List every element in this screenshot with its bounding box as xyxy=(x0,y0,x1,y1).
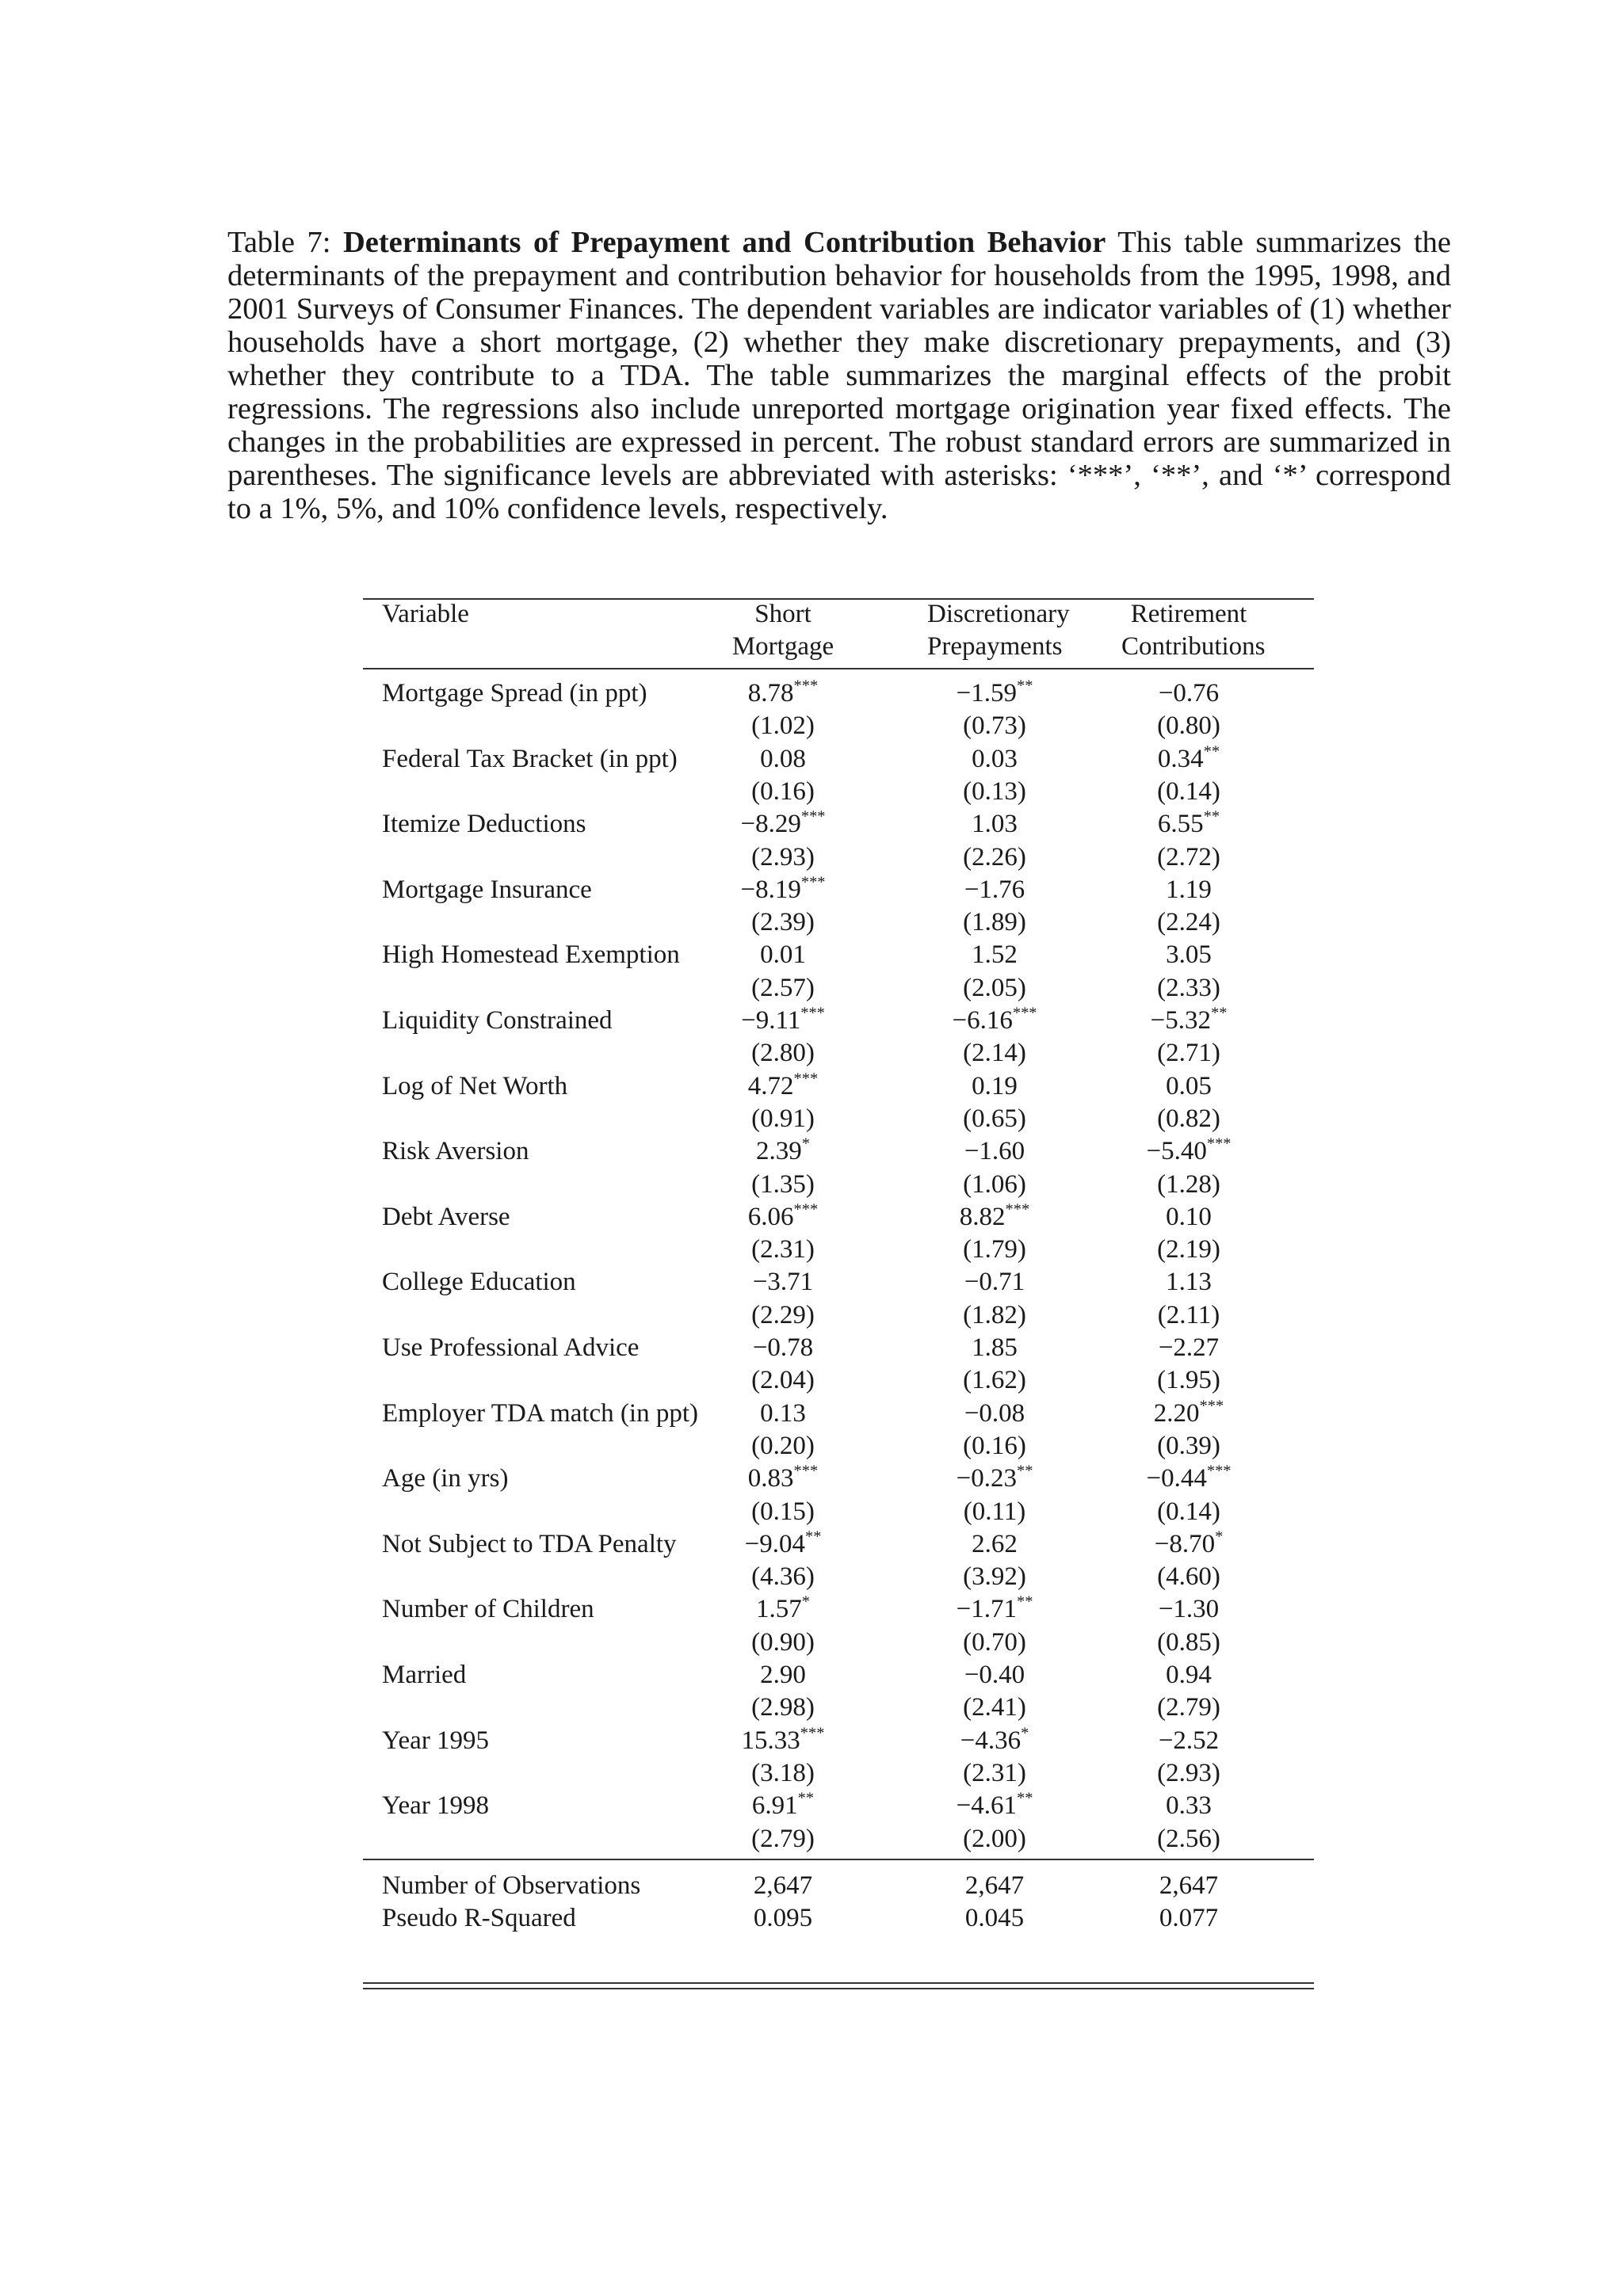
std-error-discretionary-prepayments: (2.31) xyxy=(963,1758,1026,1787)
coef-value: 1.13 xyxy=(1166,1268,1212,1297)
significance-stars: ** xyxy=(1203,807,1220,826)
coef-retirement-contributions xyxy=(1121,1528,1256,1561)
coef-value: 0.08 xyxy=(760,744,806,773)
significance-stars: *** xyxy=(1206,1135,1232,1153)
std-error-discretionary-prepayments: (1.79) xyxy=(963,1235,1026,1264)
bottom-rule-double xyxy=(363,1988,1314,1989)
std-error-discretionary-prepayments: (1.62) xyxy=(963,1366,1026,1395)
caption-text: This table summarizes the determinants of the prepayment and contribution behavior for households from the 1995, 1998, and 2001 Surveys of Consumer Finances. The dependent variables are indicator variables of (1) whether households have a short mortgage, (2) whether they make discretionary prepayments, and (3) whether they contribute to a TDA. The table summarizes the marginal effects of the probit regressions. The regressions also include unreported mortgage origination year fixed effects. The changes in the probabilities are expressed in percent. The robust standard errors are summarized in parentheses. The significance levels are abbreviated with asterisks: ‘***’, ‘**’, and ‘*’ correspond to a 1%, 5%, and 10% confidence levels, respectively. xyxy=(227,226,1451,525)
std-error-short-mortgage: (3.18) xyxy=(751,1758,815,1787)
significance-stars: *** xyxy=(800,873,826,891)
coef-discretionary-prepayments xyxy=(927,677,1062,710)
coef-value: 2.20 xyxy=(1153,1398,1200,1428)
std-error-retirement-contributions: (0.85) xyxy=(1157,1627,1220,1657)
std-error-retirement-contributions: (2.72) xyxy=(1157,842,1220,871)
coef-discretionary-prepayments xyxy=(927,1790,1062,1822)
coef-short-mortgage xyxy=(716,1398,850,1430)
std-error-short-mortgage: (2.79) xyxy=(751,1824,815,1853)
coef-retirement-contributions xyxy=(1121,1070,1256,1103)
footer-rule xyxy=(363,1859,1314,1860)
std-error-short-mortgage: (0.16) xyxy=(751,776,815,806)
coef-value: 2.90 xyxy=(760,1661,806,1689)
row-label: Use Professional Advice xyxy=(382,1333,640,1362)
row-label: Mortgage Spread (in ppt) xyxy=(382,679,647,707)
header-discretionary-1: Discretionary xyxy=(927,600,1070,628)
coef-short-mortgage xyxy=(716,1266,850,1299)
coef-short-mortgage xyxy=(716,1005,850,1037)
std-error-retirement-contributions: (0.39) xyxy=(1157,1431,1220,1460)
coef-value: −8.70 xyxy=(1154,1529,1216,1558)
row-label: Age (in yrs) xyxy=(382,1464,509,1493)
coef-retirement-contributions xyxy=(1121,1659,1256,1691)
coef-value: 1.85 xyxy=(972,1333,1018,1362)
std-error-discretionary-prepayments: (3.92) xyxy=(963,1562,1026,1592)
coef-discretionary-prepayments xyxy=(927,939,1062,971)
std-error-retirement-contributions: (2.79) xyxy=(1157,1693,1220,1722)
coef-value: −1.60 xyxy=(964,1137,1025,1166)
std-error-retirement-contributions: (1.95) xyxy=(1157,1366,1220,1395)
footer-label: Number of Observations xyxy=(382,1871,641,1900)
bottom-rule xyxy=(363,1982,1314,1984)
std-error-discretionary-prepayments: (2.05) xyxy=(963,973,1026,1002)
std-error-retirement-contributions: (2.11) xyxy=(1157,1300,1220,1329)
coef-value: −9.04 xyxy=(744,1529,805,1558)
coef-retirement-contributions xyxy=(1121,1398,1256,1430)
std-error-retirement-contributions: (1.28) xyxy=(1157,1169,1220,1199)
coef-retirement-contributions xyxy=(1121,808,1256,841)
std-error-retirement-contributions: (2.19) xyxy=(1157,1235,1220,1264)
std-error-discretionary-prepayments: (1.06) xyxy=(963,1169,1026,1199)
coef-short-mortgage xyxy=(716,1135,850,1168)
coef-value: −9.11 xyxy=(741,1006,801,1035)
row-label: Year 1998 xyxy=(382,1791,490,1821)
significance-stars: *** xyxy=(793,677,819,695)
significance-stars: ** xyxy=(797,1789,815,1807)
coef-discretionary-prepayments xyxy=(927,1593,1062,1626)
coef-value: 0.94 xyxy=(1166,1661,1212,1689)
coef-discretionary-prepayments xyxy=(927,1528,1062,1561)
coef-short-mortgage xyxy=(716,1332,850,1364)
coef-short-mortgage xyxy=(716,1659,850,1691)
coef-discretionary-prepayments xyxy=(927,1659,1062,1691)
std-error-retirement-contributions: (0.82) xyxy=(1157,1104,1220,1133)
coef-value: 0.10 xyxy=(1166,1202,1212,1231)
coef-discretionary-prepayments xyxy=(927,1266,1062,1299)
coef-short-mortgage xyxy=(716,1593,850,1626)
significance-stars: *** xyxy=(1012,1004,1037,1022)
coef-value: −0.76 xyxy=(1158,679,1220,707)
significance-stars: *** xyxy=(1005,1200,1030,1219)
coef-value: 6.55 xyxy=(1157,810,1204,839)
coef-value: 8.82 xyxy=(959,1202,1006,1231)
row-label: High Homestead Exemption xyxy=(382,940,680,970)
coef-short-mortgage xyxy=(716,1790,850,1822)
coef-value: 0.01 xyxy=(760,940,806,970)
coef-value: −5.32 xyxy=(1150,1006,1211,1035)
std-error-retirement-contributions: (2.71) xyxy=(1157,1039,1220,1068)
std-error-short-mortgage: (2.31) xyxy=(751,1235,815,1264)
std-error-retirement-contributions: (0.14) xyxy=(1157,776,1220,806)
header-short-mortgage-1: Short xyxy=(754,600,812,628)
std-error-discretionary-prepayments: (1.89) xyxy=(963,908,1026,937)
row-label: Year 1995 xyxy=(382,1726,490,1755)
std-error-discretionary-prepayments: (0.65) xyxy=(963,1104,1026,1133)
coef-discretionary-prepayments xyxy=(927,1398,1062,1430)
coef-value: 0.83 xyxy=(747,1464,794,1493)
coef-discretionary-prepayments xyxy=(927,1725,1062,1757)
coef-retirement-contributions xyxy=(1121,1790,1256,1822)
coef-discretionary-prepayments xyxy=(927,1135,1062,1168)
significance-stars: *** xyxy=(793,1200,819,1219)
std-error-short-mortgage: (0.91) xyxy=(751,1104,815,1133)
coef-value: 1.19 xyxy=(1166,875,1212,904)
coef-value: 15.33 xyxy=(741,1726,800,1755)
row-label: Number of Children xyxy=(382,1595,594,1624)
row-label: Not Subject to TDA Penalty xyxy=(382,1529,677,1558)
coef-value: 4.72 xyxy=(747,1071,794,1100)
coef-value: −0.71 xyxy=(964,1268,1025,1297)
std-error-discretionary-prepayments: (0.73) xyxy=(963,711,1026,741)
std-error-discretionary-prepayments: (2.14) xyxy=(963,1039,1026,1068)
std-error-retirement-contributions: (0.80) xyxy=(1157,711,1220,741)
coef-short-mortgage xyxy=(716,1528,850,1561)
coef-value: −4.36 xyxy=(960,1726,1022,1755)
coef-retirement-contributions xyxy=(1121,743,1256,776)
std-error-discretionary-prepayments: (0.11) xyxy=(963,1497,1026,1526)
std-error-discretionary-prepayments: (0.70) xyxy=(963,1627,1026,1657)
coef-value: 0.03 xyxy=(972,744,1018,773)
significance-stars: * xyxy=(1021,1724,1029,1742)
coef-value: −2.27 xyxy=(1158,1333,1220,1362)
coef-value: −1.59 xyxy=(956,679,1017,707)
significance-stars: ** xyxy=(1016,1462,1033,1480)
coef-short-mortgage xyxy=(716,808,850,841)
std-error-short-mortgage: (4.36) xyxy=(751,1562,815,1592)
header-discretionary-2: Prepayments xyxy=(927,632,1063,661)
coef-value: 1.03 xyxy=(972,810,1018,839)
coef-value: 3.05 xyxy=(1166,940,1212,970)
row-label: Risk Aversion xyxy=(382,1137,529,1166)
std-error-short-mortgage: (2.57) xyxy=(751,973,815,1002)
coef-discretionary-prepayments xyxy=(927,743,1062,776)
coef-value: −5.40 xyxy=(1146,1137,1207,1166)
coef-value: −0.23 xyxy=(956,1464,1017,1493)
significance-stars: *** xyxy=(800,1004,825,1022)
coef-retirement-contributions xyxy=(1121,1463,1256,1495)
coef-discretionary-prepayments xyxy=(927,1005,1062,1037)
coef-retirement-contributions xyxy=(1121,939,1256,971)
coef-value: 2.39 xyxy=(756,1137,802,1166)
coef-discretionary-prepayments xyxy=(927,1201,1062,1234)
coef-value: 0.19 xyxy=(972,1071,1018,1100)
coef-retirement-contributions xyxy=(1121,1725,1256,1757)
row-label: Itemize Deductions xyxy=(382,810,586,839)
coef-short-mortgage xyxy=(716,1201,850,1234)
row-label: Liquidity Constrained xyxy=(382,1006,613,1035)
footer-value-retirement-contributions: 0.077 xyxy=(1159,1904,1219,1933)
std-error-short-mortgage: (2.39) xyxy=(751,908,815,937)
coef-value: 0.05 xyxy=(1166,1071,1212,1100)
significance-stars: *** xyxy=(793,1070,819,1088)
std-error-short-mortgage: (1.02) xyxy=(751,711,815,741)
row-label: Log of Net Worth xyxy=(382,1071,568,1100)
coef-value: −6.16 xyxy=(952,1006,1013,1035)
coef-retirement-contributions xyxy=(1121,1266,1256,1299)
coef-value: −8.19 xyxy=(740,875,801,904)
coef-retirement-contributions xyxy=(1121,677,1256,710)
coef-short-mortgage xyxy=(716,874,850,906)
std-error-short-mortgage: (2.80) xyxy=(751,1039,815,1068)
coef-discretionary-prepayments xyxy=(927,1332,1062,1364)
coef-value: −1.30 xyxy=(1158,1595,1220,1624)
coef-discretionary-prepayments xyxy=(927,808,1062,841)
coef-value: −2.52 xyxy=(1158,1726,1220,1755)
coef-value: 1.52 xyxy=(972,940,1018,970)
table-caption xyxy=(227,226,1451,525)
std-error-retirement-contributions: (2.93) xyxy=(1157,1758,1220,1787)
significance-stars: ** xyxy=(804,1527,822,1546)
coef-value: 1.57 xyxy=(756,1595,802,1624)
coef-value: 6.91 xyxy=(751,1791,798,1821)
header-retirement-2: Contributions xyxy=(1121,632,1266,661)
significance-stars: *** xyxy=(800,1724,825,1742)
std-error-discretionary-prepayments: (2.26) xyxy=(963,842,1026,871)
coef-value: −0.78 xyxy=(752,1333,814,1362)
coef-value: −8.29 xyxy=(740,810,801,839)
header-short-mortgage-2: Mortgage xyxy=(731,632,834,661)
significance-stars: * xyxy=(1215,1527,1224,1546)
std-error-short-mortgage: (2.98) xyxy=(751,1693,815,1722)
significance-stars: ** xyxy=(1016,1789,1033,1807)
footer-value-retirement-contributions: 2,647 xyxy=(1159,1871,1219,1900)
header-rule xyxy=(363,668,1314,669)
std-error-discretionary-prepayments: (2.00) xyxy=(963,1824,1026,1853)
coef-value: 0.33 xyxy=(1166,1791,1212,1821)
significance-stars: *** xyxy=(793,1462,819,1480)
coef-value: −1.76 xyxy=(964,875,1025,904)
significance-stars: ** xyxy=(1203,742,1220,761)
std-error-retirement-contributions: (4.60) xyxy=(1157,1562,1220,1592)
coef-retirement-contributions xyxy=(1121,1135,1256,1168)
significance-stars: *** xyxy=(1199,1397,1224,1415)
significance-stars: ** xyxy=(1016,677,1033,695)
std-error-short-mortgage: (0.20) xyxy=(751,1431,815,1460)
coef-value: −0.40 xyxy=(964,1661,1025,1689)
table-title: Determinants of Prepayment and Contribution Behavior xyxy=(342,226,1106,259)
footer-value-discretionary-prepayments: 0.045 xyxy=(964,1904,1025,1933)
significance-stars: ** xyxy=(1016,1593,1033,1611)
coef-discretionary-prepayments xyxy=(927,1070,1062,1103)
coef-short-mortgage xyxy=(716,1725,850,1757)
std-error-retirement-contributions: (2.33) xyxy=(1157,973,1220,1002)
std-error-retirement-contributions: (0.14) xyxy=(1157,1497,1220,1526)
std-error-short-mortgage: (2.29) xyxy=(751,1300,815,1329)
coef-short-mortgage xyxy=(716,743,850,776)
coef-value: −4.61 xyxy=(956,1791,1017,1821)
row-label: Mortgage Insurance xyxy=(382,875,592,904)
coef-discretionary-prepayments xyxy=(927,874,1062,906)
coef-retirement-contributions xyxy=(1121,1201,1256,1234)
coef-value: −1.71 xyxy=(956,1595,1017,1624)
footer-value-short-mortgage: 0.095 xyxy=(753,1904,813,1933)
coef-value: 6.06 xyxy=(747,1202,794,1231)
row-label: Federal Tax Bracket (in ppt) xyxy=(382,744,678,773)
coef-retirement-contributions xyxy=(1121,1005,1256,1037)
footer-label: Pseudo R-Squared xyxy=(382,1904,576,1933)
significance-stars: * xyxy=(801,1593,810,1611)
std-error-retirement-contributions: (2.24) xyxy=(1157,908,1220,937)
coef-discretionary-prepayments xyxy=(927,1463,1062,1495)
row-label: College Education xyxy=(382,1268,576,1297)
significance-stars: ** xyxy=(1210,1004,1228,1022)
coef-short-mortgage xyxy=(716,939,850,971)
coef-value: 0.34 xyxy=(1157,744,1204,773)
std-error-short-mortgage: (0.90) xyxy=(751,1627,815,1657)
coef-value: −3.71 xyxy=(752,1268,814,1297)
std-error-discretionary-prepayments: (0.13) xyxy=(963,776,1026,806)
footer-value-discretionary-prepayments: 2,647 xyxy=(964,1871,1025,1900)
table-label: Table 7: xyxy=(227,226,331,259)
coef-short-mortgage xyxy=(716,1070,850,1103)
row-label: Employer TDA match (in ppt) xyxy=(382,1398,698,1428)
row-label: Married xyxy=(382,1661,467,1689)
coef-short-mortgage xyxy=(716,1463,850,1495)
coef-retirement-contributions xyxy=(1121,874,1256,906)
coef-retirement-contributions xyxy=(1121,1332,1256,1364)
row-label: Debt Averse xyxy=(382,1202,510,1231)
std-error-short-mortgage: (2.04) xyxy=(751,1366,815,1395)
std-error-short-mortgage: (2.93) xyxy=(751,842,815,871)
std-error-discretionary-prepayments: (0.16) xyxy=(963,1431,1026,1460)
coef-value: 2.62 xyxy=(972,1529,1018,1558)
coef-value: 0.13 xyxy=(760,1398,806,1428)
std-error-discretionary-prepayments: (1.82) xyxy=(963,1300,1026,1329)
footer-value-short-mortgage: 2,647 xyxy=(753,1871,813,1900)
std-error-discretionary-prepayments: (2.41) xyxy=(963,1693,1026,1722)
coef-value: −0.08 xyxy=(964,1398,1025,1428)
std-error-short-mortgage: (1.35) xyxy=(751,1169,815,1199)
coef-value: 8.78 xyxy=(747,679,794,707)
significance-stars: *** xyxy=(800,807,826,826)
header-retirement-1: Retirement xyxy=(1130,600,1247,628)
std-error-retirement-contributions: (2.56) xyxy=(1157,1824,1220,1853)
coef-short-mortgage xyxy=(716,677,850,710)
coef-retirement-contributions xyxy=(1121,1593,1256,1626)
significance-stars: *** xyxy=(1206,1462,1232,1480)
coef-value: −0.44 xyxy=(1146,1464,1207,1493)
std-error-short-mortgage: (0.15) xyxy=(751,1497,815,1526)
header-variable: Variable xyxy=(382,600,469,628)
significance-stars: * xyxy=(801,1135,810,1153)
